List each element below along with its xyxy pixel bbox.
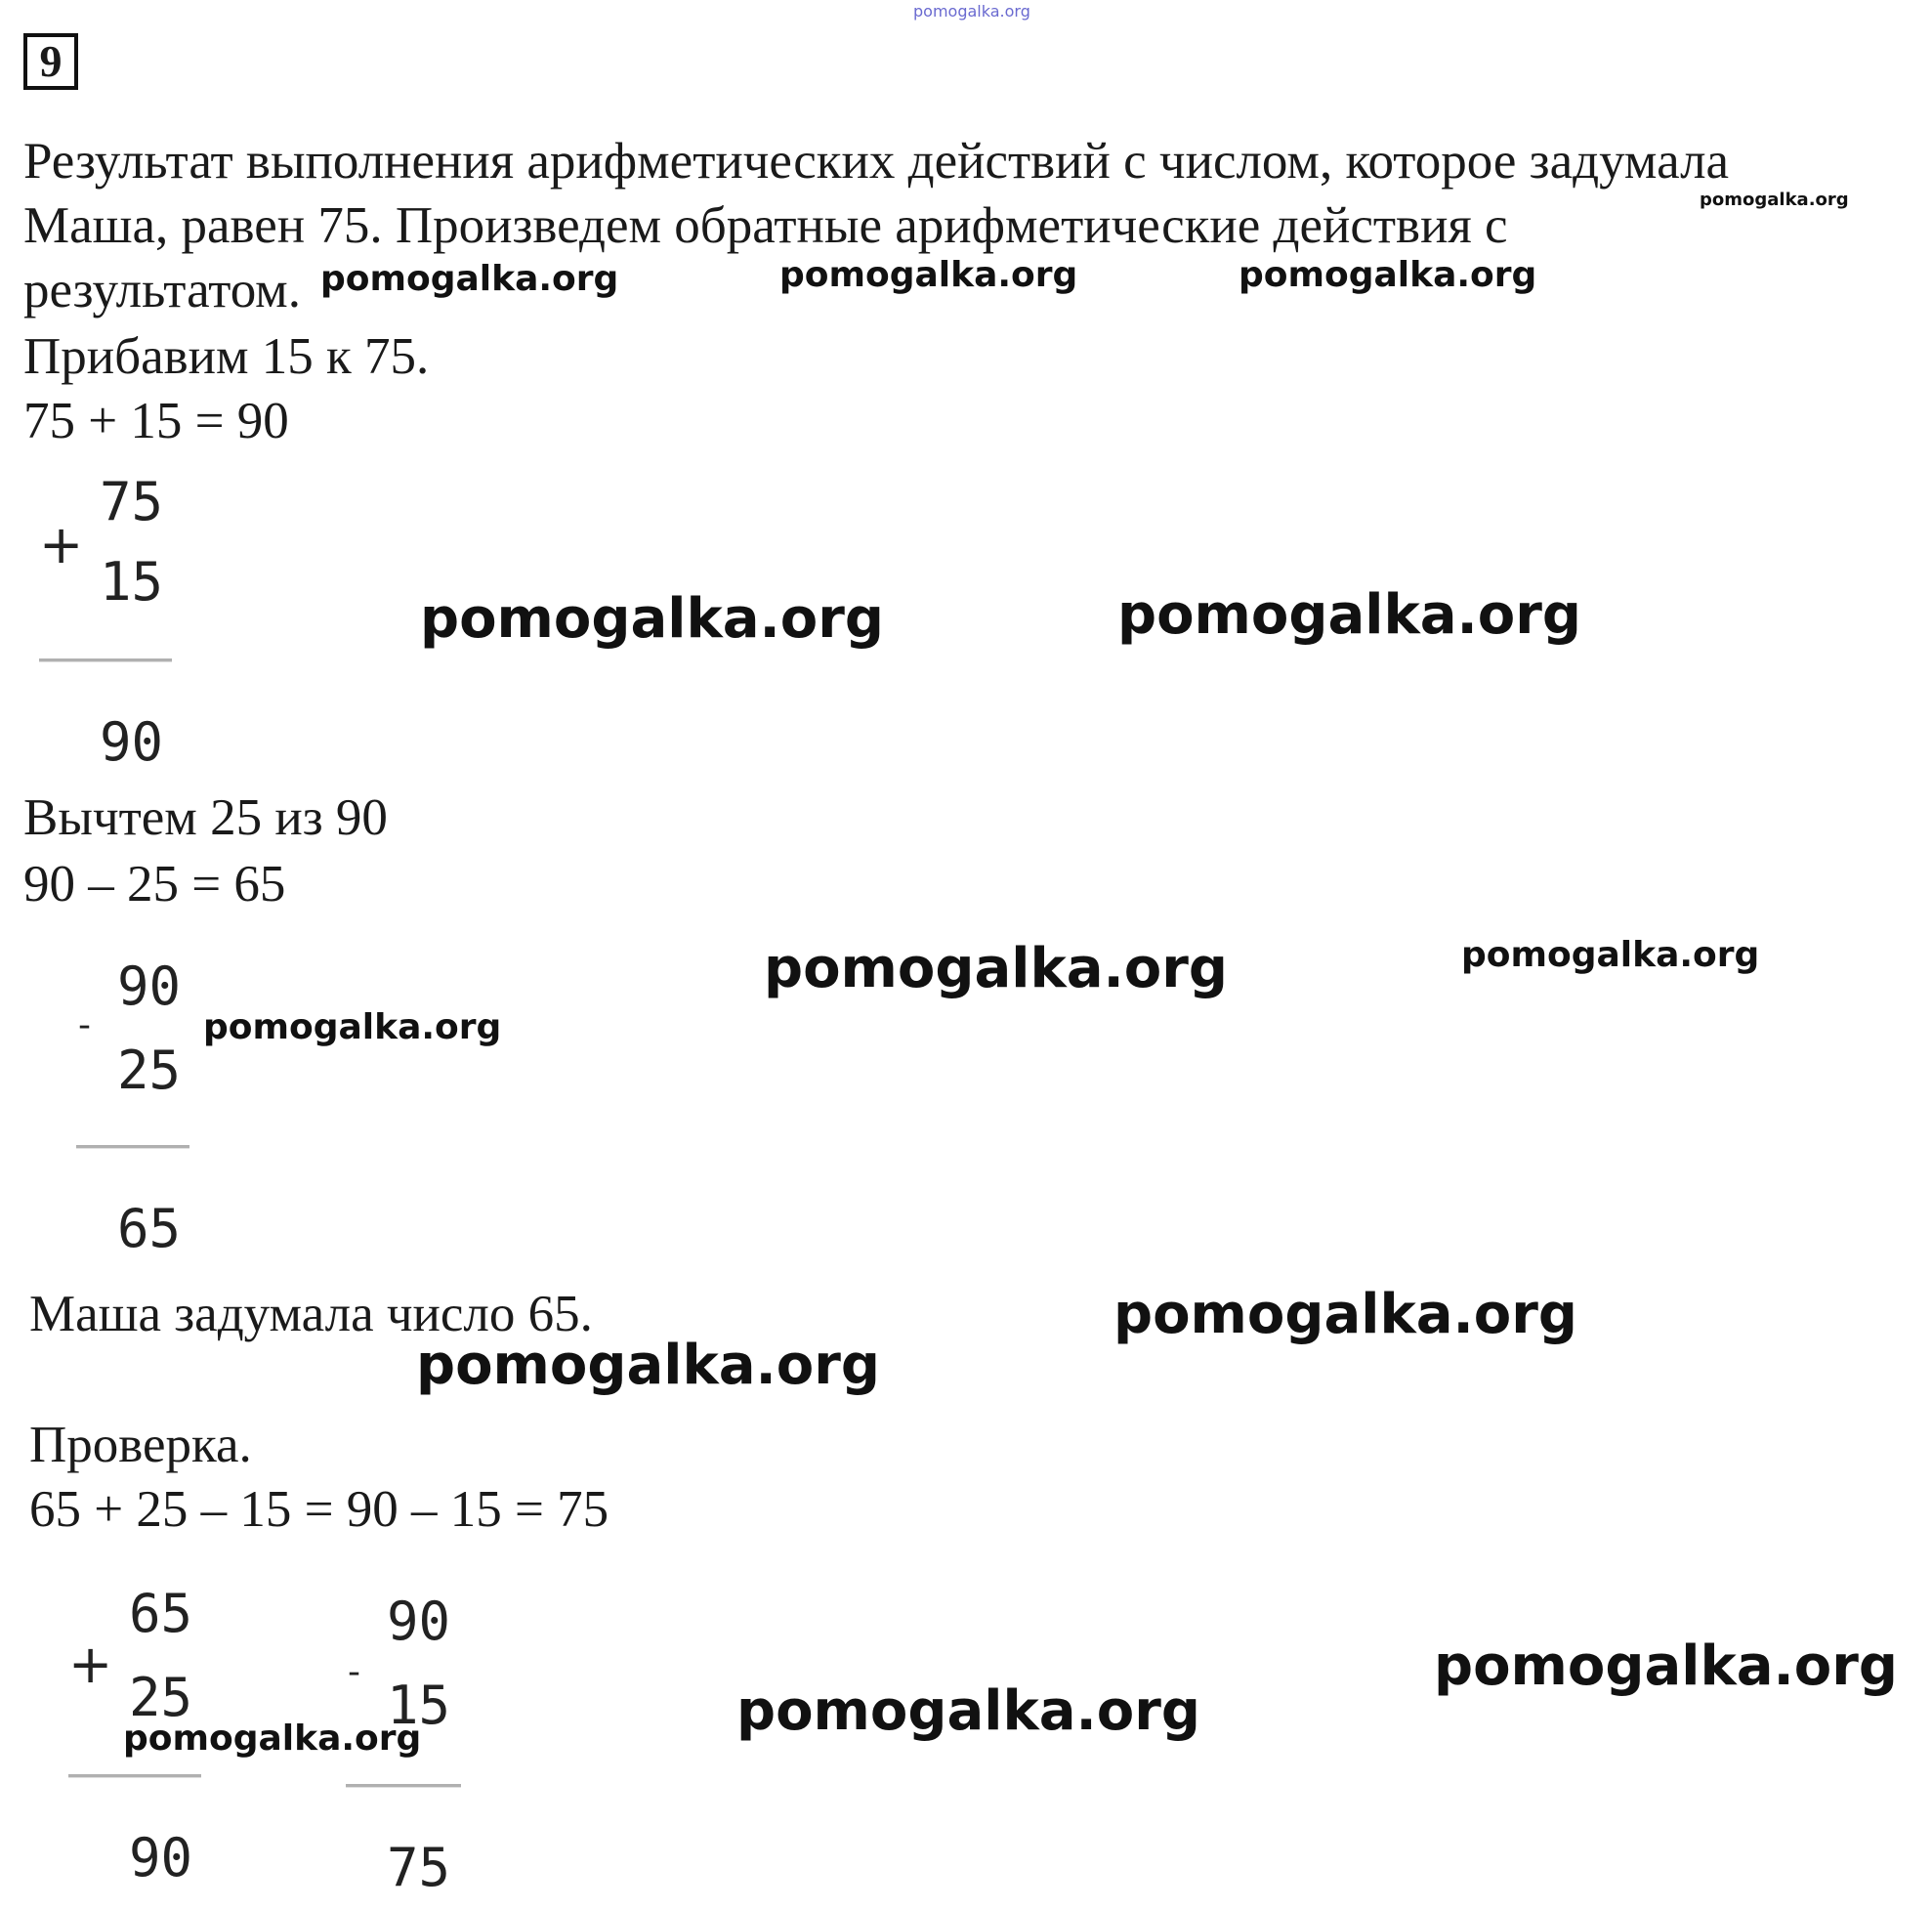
paragraph-line-1: Результат выполнения арифметических действий с числом, которое задумала xyxy=(23,133,1730,190)
plus-sign: + xyxy=(68,1634,113,1695)
step1-equation: 75 + 15 = 90 xyxy=(23,393,289,449)
paragraph-line-3: результатом. xyxy=(23,262,301,318)
step1-text: Прибавим 15 к 75. xyxy=(23,328,430,385)
column-divider-line xyxy=(68,1774,201,1778)
column-divider-line xyxy=(39,658,172,662)
watermark: pomogalka.org xyxy=(420,587,884,651)
watermark: pomogalka.org xyxy=(1117,583,1581,647)
task-number: 9 xyxy=(23,33,78,90)
watermark: pomogalka.org xyxy=(320,259,619,299)
column-divider-line xyxy=(346,1784,461,1788)
column-result: 65 xyxy=(117,1198,182,1259)
column-divider-line xyxy=(76,1145,189,1149)
minus-sign: - xyxy=(348,1652,360,1692)
column-result: 90 xyxy=(129,1827,193,1889)
column-bottom-number: 15 xyxy=(387,1675,451,1736)
column-top-number: 90 xyxy=(387,1591,451,1652)
plus-sign: + xyxy=(39,514,84,575)
column-result: 90 xyxy=(100,711,164,773)
column-top-number: 90 xyxy=(117,955,182,1017)
watermark: pomogalka.org xyxy=(416,1334,880,1397)
step2-text: Вычтем 25 из 90 xyxy=(23,789,388,846)
column-top-number: 75 xyxy=(100,471,164,532)
watermark: pomogalka.org xyxy=(1434,1634,1898,1698)
column-bottom-number: 15 xyxy=(100,551,164,613)
watermark: pomogalka.org xyxy=(779,255,1078,295)
column-bottom-number: 25 xyxy=(117,1040,182,1101)
watermark: pomogalka.org xyxy=(203,1007,502,1047)
watermark: pomogalka.org xyxy=(1239,255,1537,295)
check-equation: 65 + 25 – 15 = 90 – 15 = 75 xyxy=(29,1481,609,1538)
watermark: pomogalka.org xyxy=(123,1719,422,1759)
step2-equation: 90 – 25 = 65 xyxy=(23,856,286,913)
watermark: pomogalka.org xyxy=(1113,1283,1577,1346)
watermark-top: pomogalka.org xyxy=(913,2,1030,21)
column-bottom-number: 25 xyxy=(129,1667,193,1728)
watermark: pomogalka.org xyxy=(736,1679,1200,1743)
minus-sign: - xyxy=(78,1005,91,1045)
answer-text: Маша задумала число 65. xyxy=(29,1286,593,1342)
watermark: pomogalka.org xyxy=(764,937,1228,1000)
column-result: 75 xyxy=(387,1837,451,1898)
paragraph-line-2: Маша, равен 75. Произведем обратные арифметические действия с xyxy=(23,197,1508,254)
watermark: pomogalka.org xyxy=(1461,935,1760,975)
watermark: pomogalka.org xyxy=(1700,190,1849,210)
check-title: Проверка. xyxy=(29,1417,252,1473)
column-top-number: 65 xyxy=(129,1583,193,1644)
